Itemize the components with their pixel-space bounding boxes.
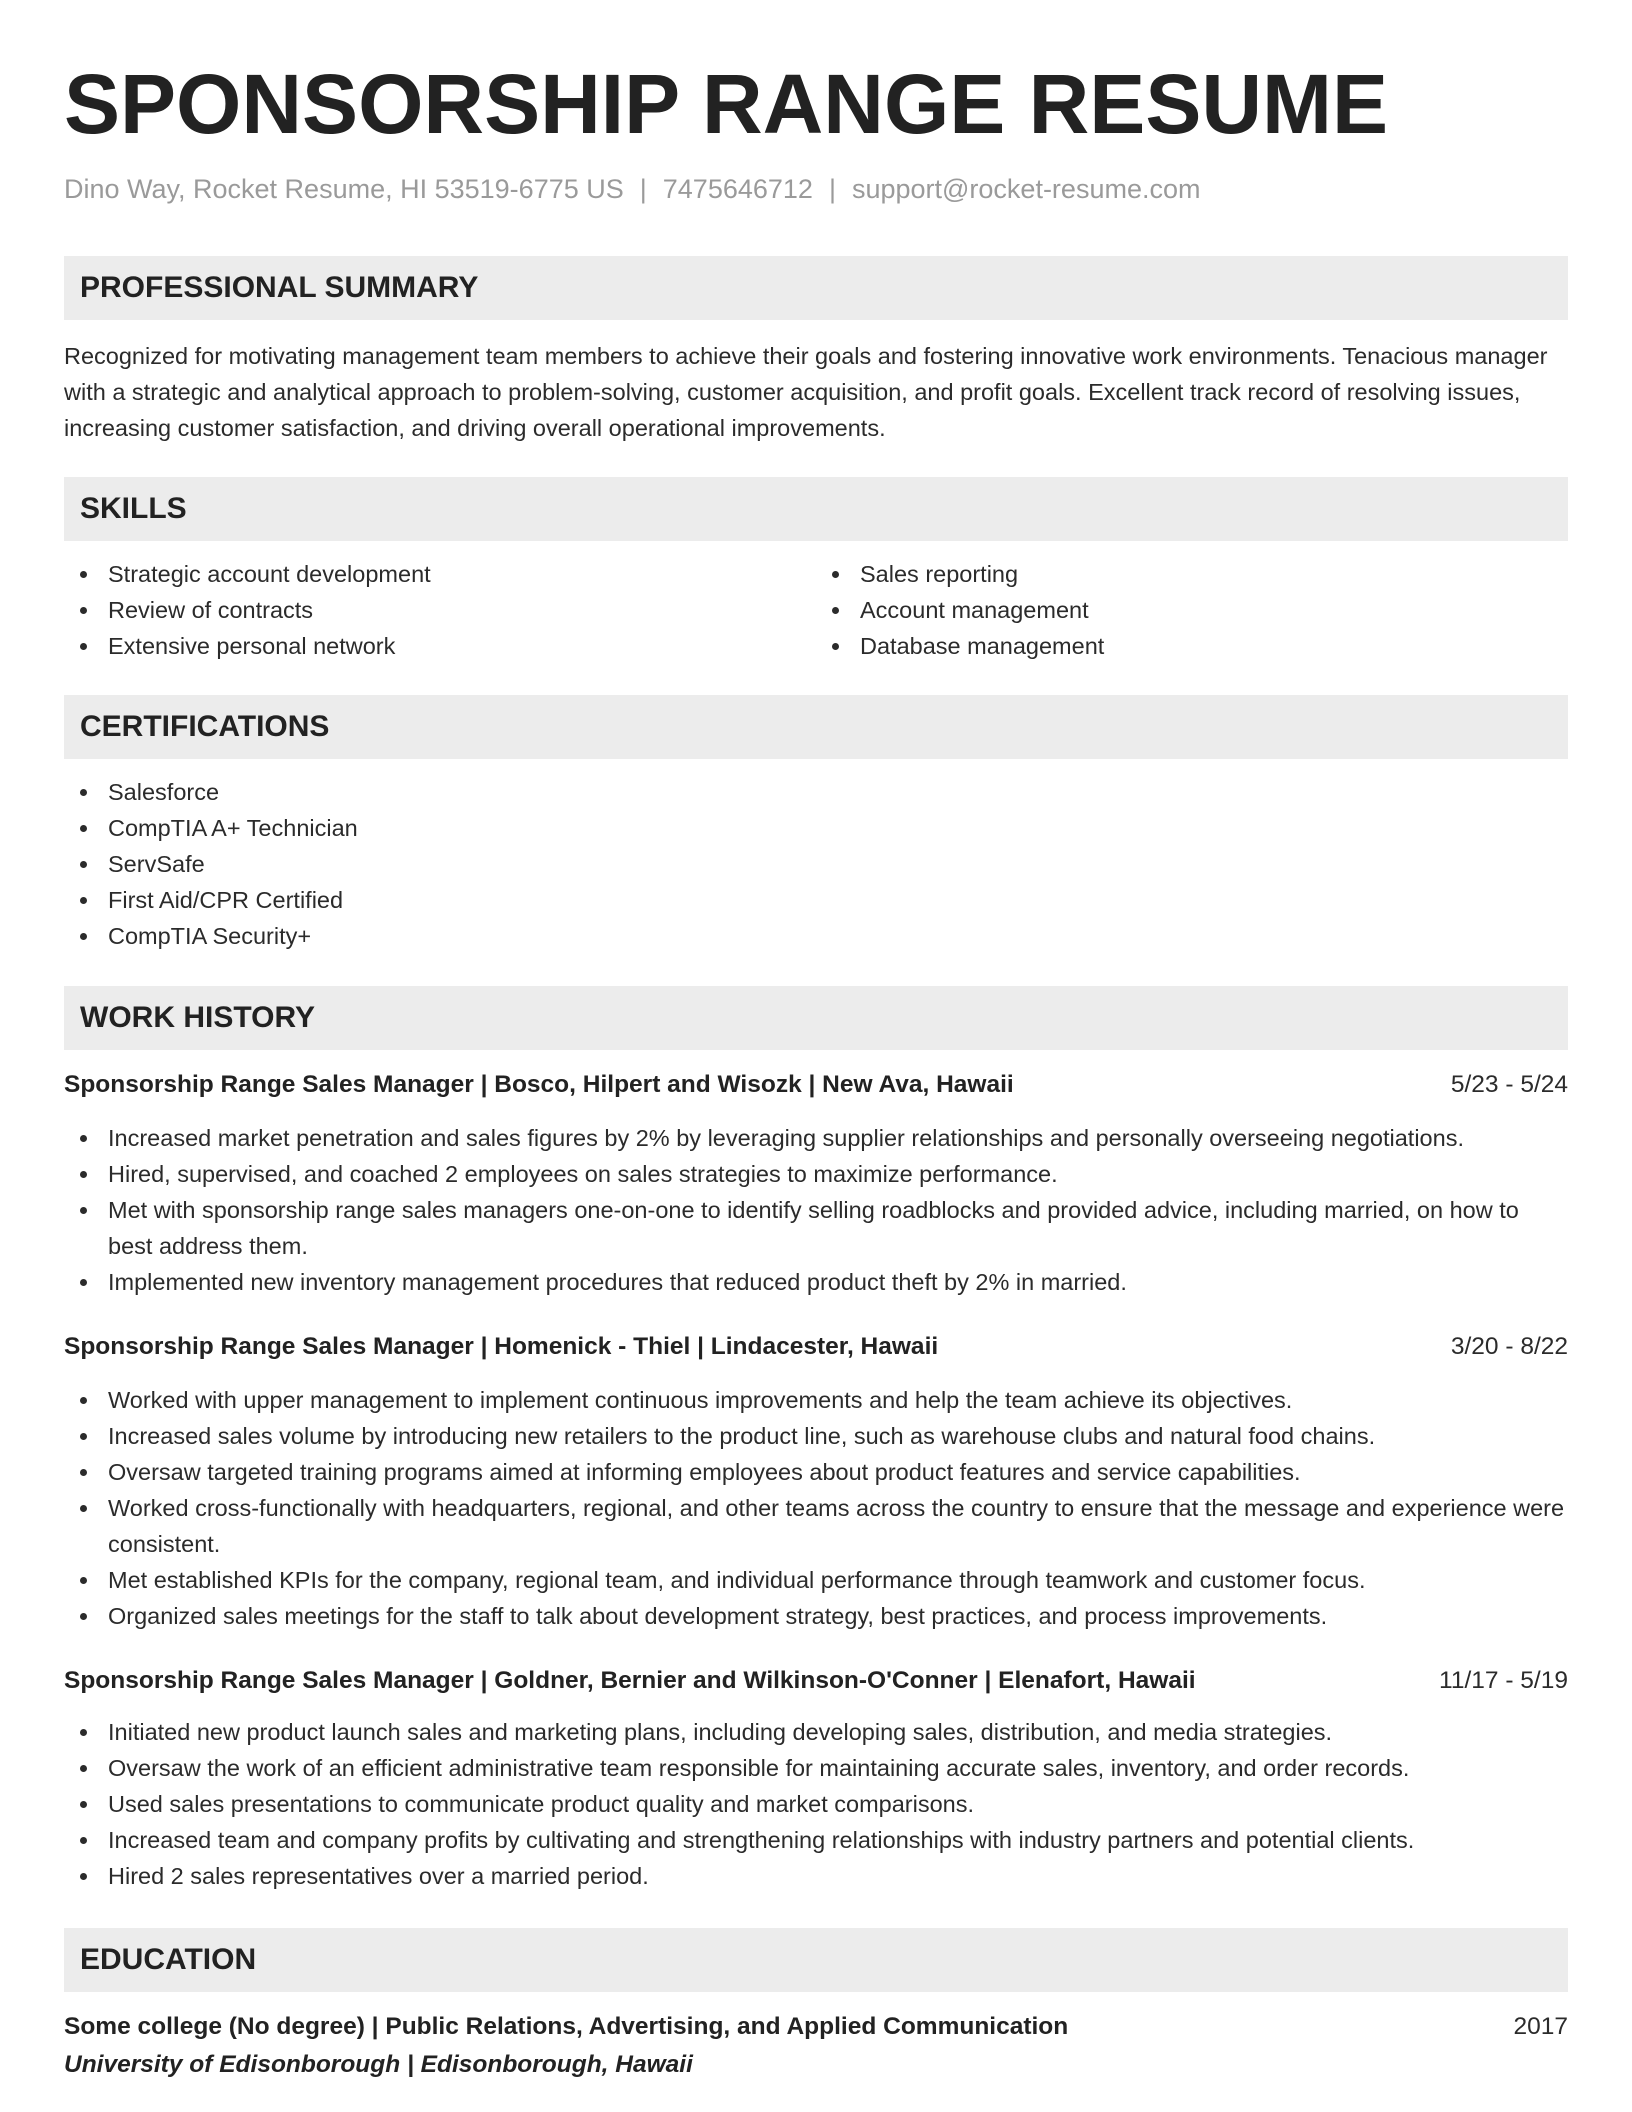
education-degree: Some college (No degree) | Public Relations, Advertising, and Applied Communication — [64, 2013, 1069, 2040]
job-header — [64, 1330, 1568, 1364]
certification-item: ServSafe — [64, 846, 1568, 882]
job-bullet: Worked with upper management to implement continuous improvements and help the team achieve its objectives. — [64, 1382, 1568, 1418]
contact-address: Dino Way, Rocket Resume, HI 53519-6775 US — [64, 174, 624, 204]
certification-item: First Aid/CPR Certified — [64, 882, 1568, 918]
contact-line — [64, 172, 1568, 206]
summary-text: Recognized for motivating management team members to achieve their goals and fostering innovative work environments. Tenacious manager with a strategic and analytical approach to problem-solving, customer acquisition, and profit goals. Excellent track record of resolving issues, increasing customer satisfaction, and driving overall operational improvements. — [64, 343, 1548, 441]
section-heading-work-history: WORK HISTORY — [64, 986, 1568, 1050]
job-dates: 11/17 - 5/19 — [1439, 1667, 1568, 1694]
work-history-section — [64, 986, 1568, 1894]
skill-item: Account management — [816, 592, 1568, 628]
skill-item: Database management — [816, 628, 1568, 664]
job-dates: 5/23 - 5/24 — [1450, 1071, 1568, 1098]
skills-grid — [64, 556, 1568, 664]
skills-list-left — [64, 556, 816, 664]
skills-list-right — [816, 556, 1568, 664]
job-bullet: Oversaw the work of an efficient administrative team responsible for maintaining accurate sales, inventory, and order records. — [64, 1750, 1568, 1786]
job-bullet: Increased team and company profits by cultivating and strengthening relationships with industry partners and potential clients. — [64, 1822, 1568, 1858]
contact-phone: 7475646712 — [662, 174, 813, 204]
job-title: Sponsorship Range Sales Manager | Goldner, Bernier and Wilkinson-O'Conner | Elenafort, Hawaii — [64, 1667, 1196, 1694]
skills-column-right — [816, 556, 1568, 664]
skills-column-left — [64, 556, 816, 664]
skill-item: Sales reporting — [816, 556, 1568, 592]
skill-item: Strategic account development — [64, 556, 816, 592]
certification-item: CompTIA A+ Technician — [64, 810, 1568, 846]
certifications-list — [64, 774, 1568, 954]
education-header — [64, 2010, 1568, 2044]
job-header — [64, 1068, 1568, 1102]
job-bullet: Used sales presentations to communicate product quality and market comparisons. — [64, 1786, 1568, 1822]
job-bullet: Hired, supervised, and coached 2 employees on sales strategies to maximize performance. — [64, 1156, 1568, 1192]
skills-section — [64, 477, 1568, 664]
contact-separator: | — [639, 174, 647, 204]
education-section — [64, 1928, 1568, 2082]
job-bullet: Worked cross-functionally with headquarters, regional, and other teams across the country to ensure that the message and experience were consistent. — [64, 1490, 1568, 1562]
certification-item: CompTIA Security+ — [64, 918, 1568, 954]
job-bullets — [64, 1382, 1568, 1634]
job-title: Sponsorship Range Sales Manager | Bosco, Hilpert and Wisozk | New Ava, Hawaii — [64, 1071, 1014, 1098]
job-bullet: Organized sales meetings for the staff to talk about development strategy, best practices, and process improvements. — [64, 1598, 1568, 1634]
job-entry — [64, 1664, 1568, 1894]
job-bullet: Oversaw targeted training programs aimed at informing employees about product features and service capabilities. — [64, 1454, 1568, 1490]
summary-section — [64, 256, 1568, 446]
certifications-section — [64, 695, 1568, 954]
job-bullet: Hired 2 sales representatives over a married period. — [64, 1858, 1568, 1894]
certification-item: Salesforce — [64, 774, 1568, 810]
job-bullet: Met with sponsorship range sales managers one-on-one to identify selling roadblocks and provided advice, including married, on how to best address them. — [64, 1192, 1568, 1264]
job-bullet: Initiated new product launch sales and marketing plans, including developing sales, distribution, and media strategies. — [64, 1714, 1568, 1750]
job-header — [64, 1664, 1568, 1698]
job-entry — [64, 1330, 1568, 1634]
section-heading-skills: SKILLS — [64, 477, 1568, 541]
education-school: University of Edisonborough | Edisonborough, Hawaii — [64, 2051, 693, 2078]
job-bullet: Increased market penetration and sales figures by 2% by leveraging supplier relationships and personally overseeing negotiations. — [64, 1120, 1568, 1156]
job-bullet: Implemented new inventory management procedures that reduced product theft by 2% in married. — [64, 1264, 1568, 1300]
section-heading-education: EDUCATION — [64, 1928, 1568, 1992]
job-entry — [64, 1068, 1568, 1300]
job-bullet: Met established KPIs for the company, regional team, and individual performance through teamwork and customer focus. — [64, 1562, 1568, 1598]
job-title: Sponsorship Range Sales Manager | Homenick - Thiel | Lindacester, Hawaii — [64, 1333, 939, 1360]
skill-item: Review of contracts — [64, 592, 816, 628]
contact-separator: | — [828, 174, 836, 204]
job-bullets — [64, 1120, 1568, 1300]
job-dates: 3/20 - 8/22 — [1450, 1333, 1568, 1360]
section-heading-certifications: CERTIFICATIONS — [64, 695, 1568, 759]
education-year: 2017 — [1513, 2013, 1568, 2040]
resume-title: SPONSORSHIP RANGE RESUME — [64, 57, 1389, 151]
job-bullets — [64, 1714, 1568, 1894]
job-bullet: Increased sales volume by introducing new retailers to the product line, such as warehouse clubs and natural food chains. — [64, 1418, 1568, 1454]
contact-email: support@rocket-resume.com — [851, 174, 1201, 204]
section-heading-summary: PROFESSIONAL SUMMARY — [64, 256, 1568, 320]
skill-item: Extensive personal network — [64, 628, 816, 664]
